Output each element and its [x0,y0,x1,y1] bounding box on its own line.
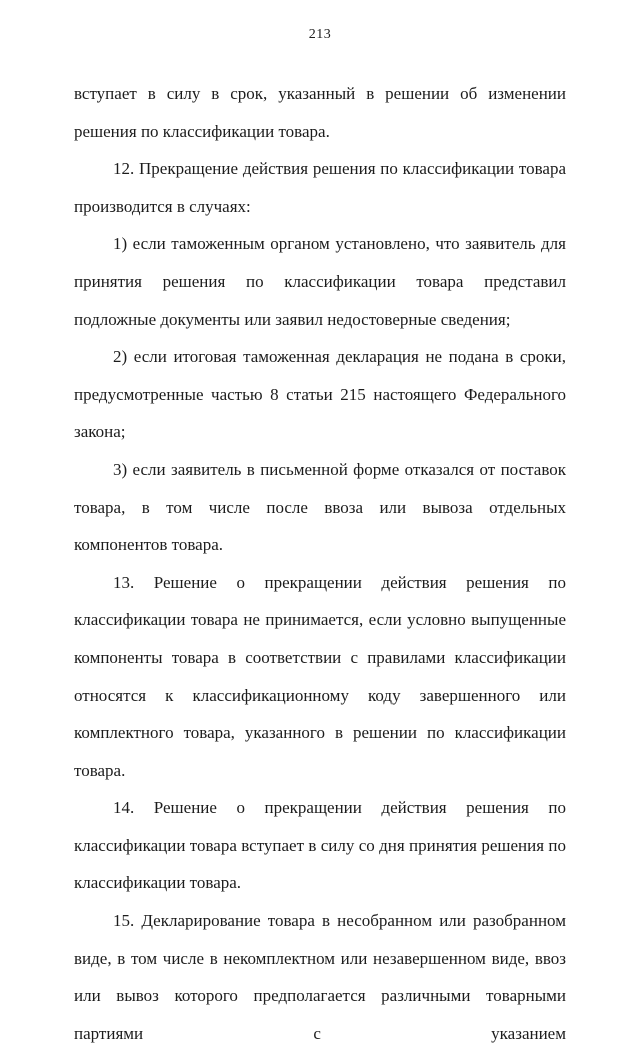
paragraph: 2) если итоговая таможенная декларация не подана в сроки, предусмотренные частью 8 статьи 215 настоящего Федерального закона; [74,347,566,442]
paragraph: 1) если таможенным органом установлено, что заявитель для принятия решения по классификации товара представил подложные документы или заявил недостоверные сведения; [74,234,566,329]
document-body [74,75,566,1052]
paragraph: 3) если заявитель в письменной форме отказался от поставок товара, в том числе после ввоза или вывоза отдельных компонентов товара. [74,459,566,555]
paragraph: 15. Декларирование товара в несобранном или разобранном виде, в том числе в некомплектном или незавершенном виде, ввоз или вывоз которого предполагается различными товарными партиями с указанием [74,911,566,1043]
paragraph: 14. Решение о прекращении действия решения по классификации товара вступает в силу со дня принятия решения по классификации товара. [74,798,566,893]
page-number: 213 [308,27,332,42]
paragraph: вступает в силу в срок, указанный в решении об изменении решения по классификации товара. [74,84,566,141]
paragraph: 13. Решение о прекращении действия решения по классификации товара не принимается, если условно выпущенные компоненты товара в соответствии с правилами классификации относятся к классификационному коду завершенного или комплектного товара, указанного в решении по классификации товара. [74,572,566,780]
paragraph: 12. Прекращение действия решения по классификации товара производится в случаях: [74,159,566,216]
